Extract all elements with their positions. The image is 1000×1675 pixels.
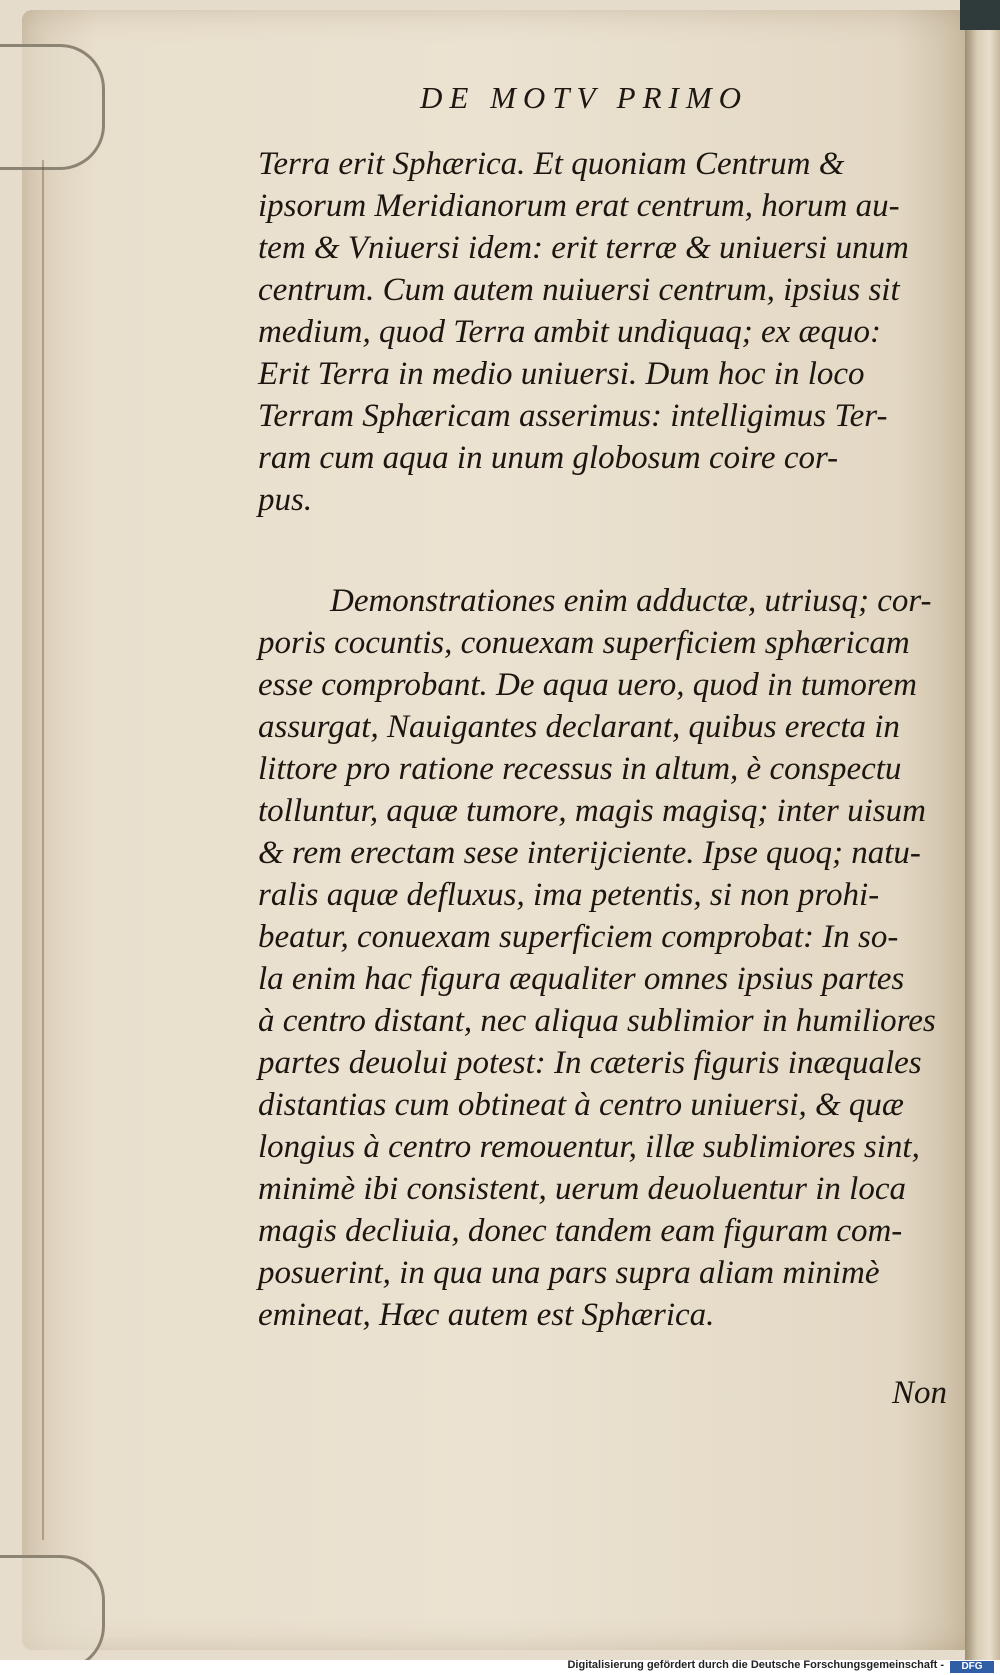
text-line: centrum. Cum autem nuiuersi centrum, ipsius sit bbox=[258, 272, 900, 308]
page-gutter-line bbox=[42, 160, 44, 1540]
text-line: la enim hac figura æqualiter omnes ipsius partes bbox=[258, 961, 905, 997]
text-line: tem & Vniuersi idem: erit terræ & uniuersi unum bbox=[258, 230, 909, 266]
text-line: minimè ibi consistent, uerum deuoluentur in loca bbox=[258, 1171, 906, 1207]
footer-credit: Digitalisierung gefördert durch die Deutsche Forschungsgemeinschaft - bbox=[567, 1659, 944, 1671]
text-line: beatur, conuexam superficiem comprobat: In so- bbox=[258, 919, 899, 955]
clasp-bottom bbox=[0, 1555, 105, 1660]
paragraph-2 bbox=[258, 580, 948, 1336]
scan-background-corner bbox=[960, 0, 1000, 30]
text-line: longius à centro remouentur, illæ sublimiores sint, bbox=[258, 1129, 920, 1165]
clasp-top bbox=[0, 44, 105, 170]
text-line: magis decliuia, donec tandem eam figuram com- bbox=[258, 1213, 903, 1249]
text-line: posuerint, in qua una pars supra aliam minimè bbox=[258, 1255, 880, 1291]
text-line: ipsorum Meridianorum erat centrum, horum au- bbox=[258, 188, 900, 224]
text-line: assurgat, Nauigantes declarant, quibus erecta in bbox=[258, 709, 900, 745]
text-line: Terram Sphæricam asserimus: intelligimus Ter- bbox=[258, 398, 888, 434]
paragraph-1 bbox=[258, 143, 948, 521]
catchword: Non bbox=[892, 1375, 948, 1411]
text-line: poris cocuntis, conuexam superficiem sphæricam bbox=[258, 625, 910, 661]
text-line: pus. bbox=[258, 482, 313, 518]
text-line: & rem erectam sese interijciente. Ipse quoq; natu- bbox=[258, 835, 921, 871]
text-line: tolluntur, aquæ tumore, magis magisq; inter uisum bbox=[258, 793, 926, 829]
text-line: ralis aquæ defluxus, ima petentis, si non prohi- bbox=[258, 877, 880, 913]
text-line: ram cum aqua in unum globosum coire cor- bbox=[258, 440, 839, 476]
text-line: Demonstrationes enim adductæ, utriusq; cor- bbox=[330, 583, 932, 619]
text-line: partes deuolui potest: In cæteris figuris inæquales bbox=[258, 1045, 922, 1081]
text-line: Erit Terra in medio uniuersi. Dum hoc in loco bbox=[258, 356, 865, 392]
text-line: littore pro ratione recessus in altum, è conspectu bbox=[258, 751, 902, 787]
text-line: medium, quod Terra ambit undiquaq; ex æquo: bbox=[258, 314, 882, 350]
dfg-logo: DFG bbox=[950, 1661, 994, 1673]
text-line: Terra erit Sphærica. Et quoniam Centrum & bbox=[258, 146, 845, 182]
facing-page-edge bbox=[965, 0, 1000, 1660]
text-line: à centro distant, nec aliqua sublimior in humiliores bbox=[258, 1003, 936, 1039]
text-line: esse comprobant. De aqua uero, quod in tumorem bbox=[258, 667, 918, 703]
text-line: emineat, Hæc autem est Sphærica. bbox=[258, 1297, 715, 1333]
running-head: DE MOTV PRIMO bbox=[420, 80, 749, 115]
text-line: distantias cum obtineat à centro uniuersi, & quæ bbox=[258, 1087, 904, 1123]
